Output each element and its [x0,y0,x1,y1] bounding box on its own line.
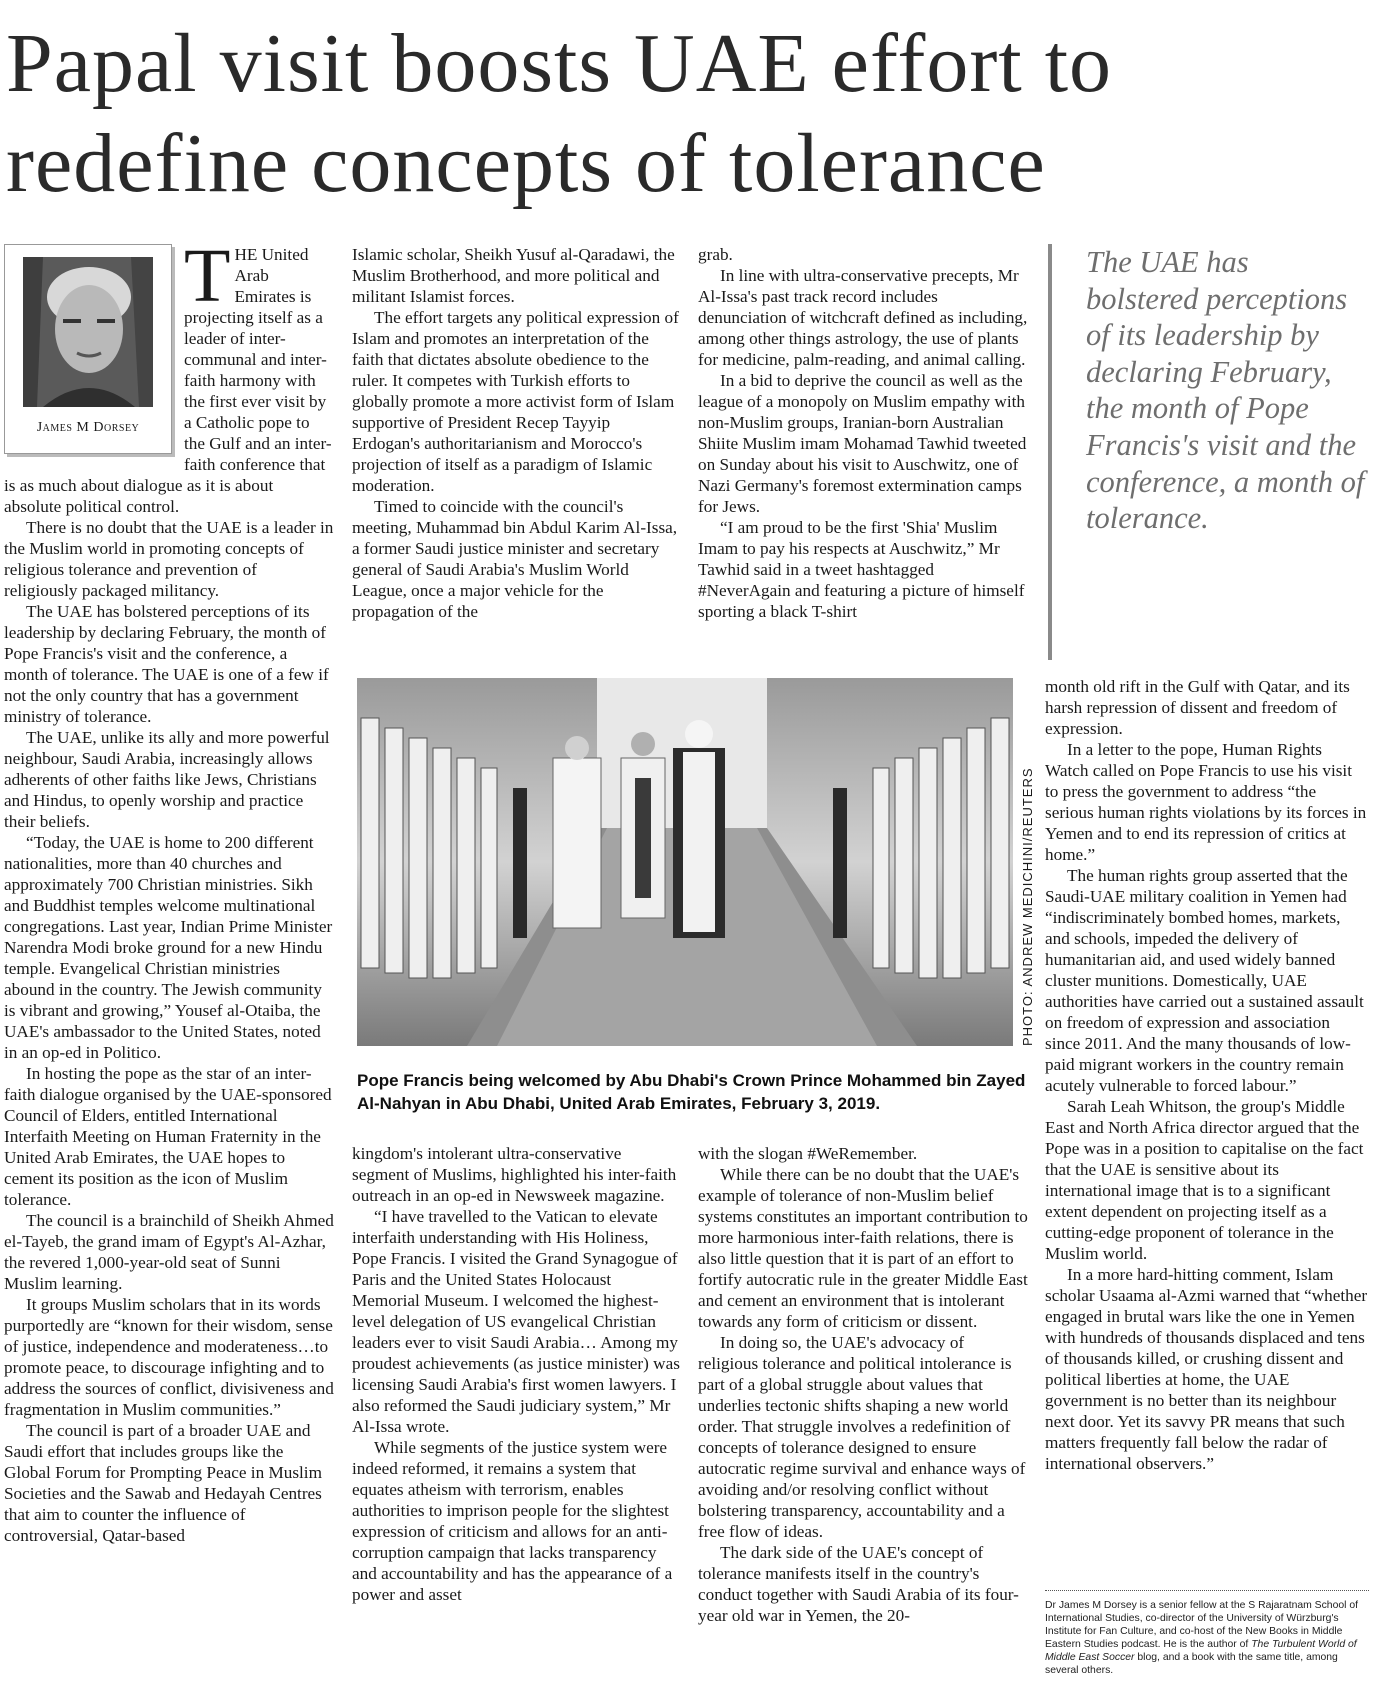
paragraph: Sarah Leah Whitson, the group's Middle East and North Africa director argued that the Pope was in a position to capitalise on the fact that the UAE is sensitive about its international image that is to a significant extent dependent on projecting itself as a cutting-edge proponent of tolerance in the Muslim world. [1045,1097,1364,1263]
paragraph: In line with ultra-conservative precepts, Mr Al-Issa's past track record includes denunciation of witchcraft defined as including, among other things astrology, the use of plants for medicine, palm-reading, and animal calling. [698,266,1028,369]
paragraph: The effort targets any political expression of Islam and promotes an interpretation of the faith that dictates absolute obedience to the ruler. It competes with Turkish efforts to globally promote a more activist form of Islam supportive of President Recep Tayyip Erdogan's authoritarianism and Morocco's projection of itself as a paradigm of Islamic moderation. [352,308,679,495]
paragraph: In a more hard-hitting comment, Islam scholar Usaama al-Azmi warned that “whether engaged in brutal wars like the one in Yemen with hundreds of thousands displaced and tens of thousands killed, or crushing dissent and political liberties at home, the UAE government is no better than its neighbour next door. Yet its savvy PR means that such matters frequently fall below the radar of international observers.” [1045,1265,1368,1473]
news-photo-image-icon [357,678,1013,1046]
photo-credit [1016,678,1040,1046]
paragraph: While there can be no doubt that the UAE's example of tolerance of non-Muslim belief systems constitutes an important contribution to more harmonious inter-faith relations, there is also little question that it is part of an effort to fortify autocratic rule in the greater Middle East and cement an environment that is intolerant towards any form of criticism or dissent. [698,1165,1028,1331]
article-column-3-top [698,244,1028,664]
bio-text-end: blog, and a book with the same title, among several others. [1045,1652,1338,1676]
photo-caption: Pope Francis being welcomed by Abu Dhabi's Crown Prince Mohammed bin Zayed Al-Nahyan in Abu Dhabi, United Arab Emirates, February 3, 2019. [357,1071,1026,1113]
bio-book-title: The Turbulent World of Middle East Soccer [1045,1639,1357,1663]
paragraph: “Today, the UAE is home to 200 different nationalities, more than 40 churches and approximately 700 Christian ministries. Sikh and Buddhist temples welcome multinational congregations. Last year, Indian Prime Minister Narendra Modi broke ground for a new Hindu temple. Evangelical Christian ministries abound in the country. The Jewish community is vibrant and growing,” Yousef al-Otaiba, the UAE's ambassador to the United States, noted in an op-ed in Politico. [4,833,333,1062]
author-box [4,244,172,454]
article-column-2-bottom [352,1143,682,1683]
article-column-4 [1045,676,1369,1576]
paragraph: kingdom's intolerant ultra-conservative segment of Muslims, highlighted his inter-faith outreach in an op-ed in Newsweek magazine. [352,1144,677,1205]
lead-paragraph: HE United Arab Emirates is projecting itself as a leader of inter-communal and inter-faith harmony with the first ever visit by a Catholic pope to the Gulf and an inter-faith conference that is as much about dialogue as it is about absolute political control. [4,245,332,516]
paragraph: The council is part of a broader UAE and Saudi effort that includes groups like the Global Forum for Prompting Peace in Muslim Societies and the Sawab and Hedayah Centres that aim to counter the influence of controversial, Qatar-based [4,1421,322,1545]
paragraph: In a bid to deprive the council as well as the league of a monopoly on Muslim empathy with non-Muslim groups, Iranian-born Australian Shiite Muslim imam Mohamad Tawhid tweeted on Sunday about his visit to Auschwitz, one of Nazi Germany's foremost extermination camps for Jews. [698,371,1027,516]
pull-quote: The UAE has bolstered perceptions of its leadership by declaring February, the month of Pope Francis's visit and the conference, a month of tolerance. [1048,244,1368,660]
paragraph: The UAE has bolstered perceptions of its leadership by declaring February, the month of Pope Francis's visit and the conference, a month of tolerance. The UAE is one of a few if not the only country that has a government ministry of tolerance. [4,602,329,726]
article-column-2-top [352,244,682,664]
drop-cap: T [184,244,231,318]
paragraph: In a letter to the pope, Human Rights Watch called on Pope Francis to use his visit to press the government to address “the serious human rights violations by its forces in Yemen and to end its repression of critics at home.” [1045,740,1367,864]
paragraph: “I have travelled to the Vatican to elevate interfaith understanding with His Holiness, Pope Francis. I visited the Grand Synagogue of Paris and the United States Holocaust Memorial Museum. I welcomed the highest-level delegation of US evangelical Christian leaders ever to visit Saudi Arabia… Among my proudest achievements (as justice minister) was licensing Saudi Arabia's first women lawyers. I also reformed the Saudi judiciary system,” Mr Al-Issa wrote. [352,1207,680,1436]
paragraph: Timed to coincide with the council's meeting, Muhammad bin Abdul Karim Al-Issa, a former Saudi justice minister and secretary general of Saudi Arabia's Muslim World League, once a major vehicle for the propagation of the [352,497,678,621]
author-portrait-icon [23,257,153,407]
author-name: James M Dorsey [36,420,140,435]
paragraph: month old rift in the Gulf with Qatar, and its harsh repression of dissent and freedom of expression. [1045,677,1350,738]
article-column-3-bottom [698,1143,1028,1683]
author-photo [23,257,153,407]
paragraph: grab. [698,245,733,264]
paragraph: It groups Muslim scholars that in its words purportedly are “known for their wisdom, sense of justice, independence and moderateness…to promote peace, to discourage infighting and to address the sources of conflict, divisiveness and fragmentation in Muslim communities.” [4,1295,334,1419]
paragraph: The dark side of the UAE's concept of tolerance manifests itself in the country's conduct together with Saudi Arabia of its four-year old war in Yemen, the 20- [698,1543,1019,1625]
paragraph: There is no doubt that the UAE is a leader in the Muslim world in promoting concepts of religious tolerance and prevention of religiously packaged militancy. [4,518,334,600]
headline: Papal visit boosts UAE effort to redefine concepts of tolerance [6,17,1113,210]
paragraph: The UAE, unlike its ally and more powerful neighbour, Saudi Arabia, increasingly allows adherents of other faiths like Jews, Christians and Hindus, to openly worship and practice their beliefs. [4,728,330,831]
paragraph: While segments of the justice system were indeed reformed, it remains a system that equates atheism with terrorism, enables authorities to imprison people for the slightest expression of criticism and allows for an anti-corruption campaign that lacks transparency and accountability and has the appearance of a power and asset [352,1438,673,1604]
news-photo [357,678,1013,1046]
paragraph: The council is a brainchild of Sheikh Ahmed el-Tayeb, the grand imam of Egypt's Al-Azhar, the revered 1,000-year-old seat of Sunni Muslim learning. [4,1211,334,1293]
paragraph: Islamic scholar, Sheikh Yusuf al-Qaradawi, the Muslim Brotherhood, and more political and militant Islamist forces. [352,245,675,306]
paragraph: with the slogan #WeRemember. [698,1144,918,1163]
photo-credit-text: PHOTO: ANDREW MEDICHINI/REUTERS [1020,767,1035,1046]
bio-text: Dr James M Dorsey is a senior fellow at the S Rajaratnam School of International Studies, co-director of the University of Würzburg's Institute for Fan Culture, and co-host of the New Books in Middle Eastern Studies podcast. He is the author of [1045,1600,1358,1650]
author-bio [1045,1590,1369,1677]
paragraph: “I am proud to be the first 'Shia' Muslim Imam to pay his respects at Auschwitz,” Mr Tawhid said in a tweet hashtagged #NeverAgain and featuring a picture of himself sporting a black T-shirt [698,518,1025,621]
article-column-1 [4,244,334,1683]
paragraph: In doing so, the UAE's advocacy of religious tolerance and political intolerance is part of a global struggle about values that underlies tectonic shifts shaping a new world order. That struggle involves a redefinition of concepts of tolerance designed to ensure autocratic regime survival and enhance ways of avoiding and/or resolving conflict without bolstering transparency, accountability and a free flow of ideas. [698,1333,1026,1541]
paragraph: The human rights group asserted that the Saudi-UAE military coalition in Yemen had “indiscriminately bombed homes, markets, and schools, impeded the delivery of humanitarian aid, and used widely banned cluster munitions. Domestically, UAE authorities have carried out a sustained assault on freedom of expression and association since 2011. And the many thousands of low-paid migrant workers in the country remain acutely vulnerable to forced labour.” [1045,866,1364,1095]
paragraph: In hosting the pope as the star of an inter-faith dialogue organised by the UAE-sponsored Council of Elders, entitled International Interfaith Meeting on Human Fraternity in the United Arab Emirates, the UAE hopes to cement its position as the icon of Muslim tolerance. [4,1064,332,1209]
